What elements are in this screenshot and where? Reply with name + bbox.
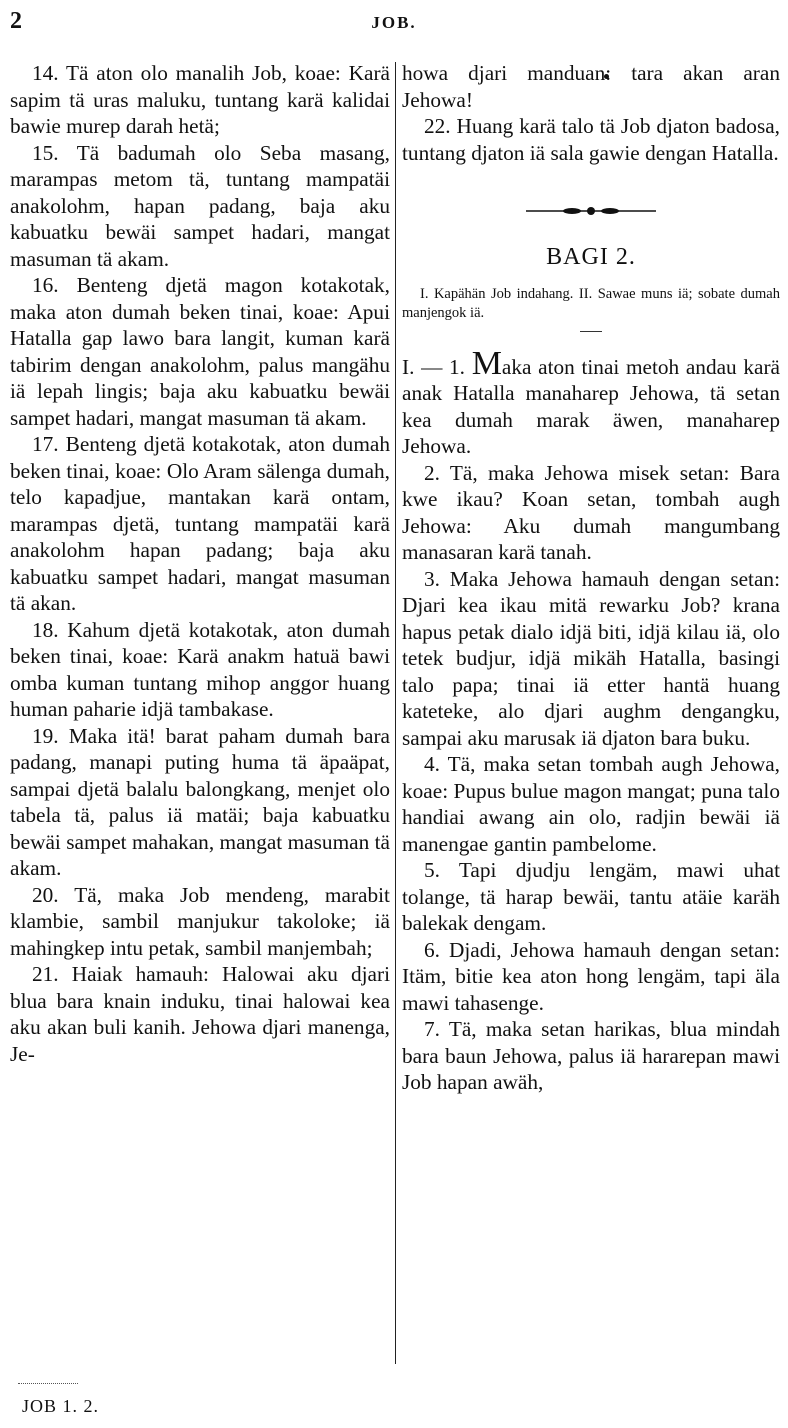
section-title: BAGI 2. xyxy=(546,244,636,270)
verse-2: 2. Tä, maka Jehowa misek setan: Bara kwe ikau? Koan setan, tombah augh Jehowa: Aku dumah mangumbang manasaran karä tanah. xyxy=(402,460,780,564)
verse-3: 3. Maka Jehowa hamauh dengan setan: Djari kea ikau mitä rewarku Job? krana hapus petak dialo idjä biti, idjä kilau iä, olo tetek budjur, idjä mikäh Hatalla, basingi talo papa; tinai iä etter hantä huang kateteke, alo djari aughm dengangku, sampai aku marusak iä djaton bara buku. xyxy=(402,566,780,750)
verse-7: 7. Tä, maka setan harikas, blua mindah bara baun Jehowa, palus iä hararepan mawi Job hapan awäh, xyxy=(402,1017,780,1094)
verse-6: 6. Djadi, Jehowa hamauh dengan setan: Itäm, bitie kea aton hong lengäm, tapi äla mawi tahasenge. xyxy=(402,937,780,1015)
verse-17: 17. Benteng djetä kotakotak, aton dumah beken tinai, koae: Olo Aram sälenga dumah, telo kapadjue, mantakan karä ontam, marampas djetä, tuntang mampatäi karä anakolohm hapan padang; baja aku kabuatku sampet hadari, mangat masuman tä akan. xyxy=(10,432,390,615)
verse-5: 5. Tapi djudju lengäm, mawi uhat tolange, tä harap bewäi, tantu atäie karäh balekak dengam. xyxy=(402,858,780,935)
running-head: JOB. xyxy=(371,13,417,32)
verse-21: 21. Haiak hamauh: Halowai aku djari blua bara knain induku, tinai halowai kea aku akan buli kanih. Jehowa djari manenga, Je- xyxy=(10,962,391,1066)
drop-cap: M xyxy=(471,344,502,382)
verse-4: 4. Tä, maka setan tombah augh Jehowa, koae: Pupus bulue magon mangat; puna talo handiai awang ain olo, radjin bewäi iä manengae gantin pambelome. xyxy=(402,752,780,856)
left-column xyxy=(10,60,390,1067)
verse-22: 22. Huang karä talo tä Job djaton badosa, tuntang djaton iä sala gawie dengan Hatalla. xyxy=(402,114,781,165)
verse-20: 20. Tä, maka Job mendeng, marabit klambie, sambil manjukur takoloke; iä mahingkep intu petak, sambil manjembah; xyxy=(10,882,390,960)
chapter-summary: I. Kapähän Job indahang. II. Sawae muns iä; sobate dumah manjengok iä. xyxy=(402,285,780,321)
right-column xyxy=(402,60,780,1096)
signature-mark: JOB 1. 2. xyxy=(22,1396,100,1416)
page-number: 2 xyxy=(10,8,22,34)
small-rule xyxy=(580,331,602,332)
ornament-icon xyxy=(526,206,656,216)
ornament-divider xyxy=(402,206,780,216)
column-divider xyxy=(395,62,396,1364)
verse-14: 14. Tä aton olo manalih Job, koae: Karä sapim tä uras maluku, tuntang karä kalidai bawie murep darah hetä; xyxy=(10,61,390,138)
footer-rule xyxy=(18,1383,78,1388)
verse-1: I. — 1. Maka aton tinai metoh andau karä anak Hatalla manaharep Jehowa, tä setan kea dumah marak äwen, manaharep Jehowa. xyxy=(402,344,781,458)
verse-16: 16. Benteng djetä magon kotakotak, maka aton dumah beken tinai, koae: Apui Hatalla gap lawo bara langit, kuman karä tabirim dengan anakolohm, palus mangähu iä lepah lingis; baja aku kabuatku bewäi sampet hadari, mangat masuman tä akam. xyxy=(10,273,390,430)
verse-18: 18. Kahum djetä kotakotak, aton dumah beken tinai, koae: Karä anakm hatuä bawi omba kuman tuntang mihop anggor huang human paharie idjä tambakase. xyxy=(10,617,390,721)
verse-21-continuation: howa djari manduan: tara akan aran Jehowa! xyxy=(402,61,780,112)
verse-19: 19. Maka itä! barat paham dumah bara padang, manapi puting huma tä äpaäpat, sampai djetä balalu balongkang, menjet olo tabela tä, palus iä matäi; baja kabuatku bewäi sampet mahakan, mangat masuman tä akam. xyxy=(10,723,390,880)
verse-15: 15. Tä badumah olo Seba masang, marampas metom tä, tuntang mampatäi anakolohm, hapan padang, baja aku kabuatku bewäi sampet hadari, mangat masuman tä akam. xyxy=(10,140,390,271)
